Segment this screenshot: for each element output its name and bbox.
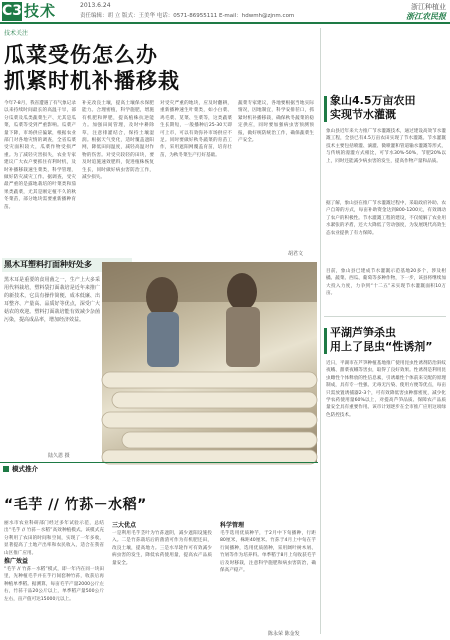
feature-side-text: 黑木耳是重要的食用菌之一，生产上大多采用代料栽培，塑料袋打面栽培是近年来推广的新技术，它具有操作简便、成本低廉、出耳整齐、产量高、品质好等优点，深受广大菇农的欢迎。塑料打面栽培能有效减少杂菌污染，提高成品率，增加经济效益。 — [4, 277, 100, 323]
recommend-intro: 丽水市农业科研部门经过多年试验示范，总结出“毛芋 // 竹荪－水稻”高效种植模式。该模式充分利用了农田的时间和空间，实现了一年多收，显著提高了土地产出率和农民收入，适合在我省山区推广应用。 — [4, 521, 104, 556]
recommend-column-2: 一是利用毛芋茎叶为竹荪遮阴，减少遮阳设施投入。二是竹荪栽培后的菌渣可作为有机肥还田，改良土壤，提高地力。三是水旱轮作可有效减少病虫害的发生，降低农药使用量，提高农产品质量安全。 — [112, 531, 212, 566]
issue-date: 2013.6.24 — [80, 2, 111, 9]
header-rule — [0, 22, 450, 24]
lead-kicker: 技术关注 — [4, 30, 29, 37]
recommend-subhead-advantages: 三大优点 — [112, 522, 137, 529]
recommend-headline: “毛芋 // 竹荪－水稻” — [4, 497, 147, 513]
right-article-1-headline-line1: 象山4.5万亩农田 — [330, 94, 416, 107]
section-name: 技术 — [24, 2, 57, 20]
right-divider — [324, 316, 446, 317]
newspaper-logo: 浙江农民报 — [406, 12, 446, 21]
editor-info: 责任编辑：胡 立 版式：王美华 电话：0571-86955111 E-mail：hdwmh@zjnm.com — [80, 13, 295, 19]
mushroom-log-photo — [102, 262, 317, 462]
section-number: C3 — [2, 3, 23, 19]
lead-headline-line1: 瓜菜受伤怎么办 — [4, 43, 158, 67]
recommend-column-3: 毛芋选用优质种芋，于2月中下旬播种，行距80厘米，株距40厘米。竹荪于4月上中旬在芋行间播种，选用优质菌种，采用阔叶树木屑、竹屑等作为培养料。单季稻于8月上旬收获毛芋后及时移栽，注意科学施肥和病虫害防治，确保高产稳产。 — [220, 531, 316, 574]
right-article-1-bar — [324, 96, 327, 122]
right-article-1-headline-line2: 实现节水灌溉 — [330, 108, 396, 121]
section-divider — [0, 462, 318, 463]
right-article-2-body: 近日，平湖市在芦笋种植基地推广使用昆虫性诱剂防治斜纹夜蛾、甜菜夜蛾等害虫，取得了良好效果。性诱剂是利用昆虫雌性个体释放的性信息素，引诱雄性个体前来交配的原理制成，具有专一性强、无毒无污染、使用方便等优点，每亩只需放置诱捕器2-3个，可有效降低害虫种群密度，减少化学农药使用量60%以上，对提高芦笋品质、保障农产品质量安全具有重要作用。该市计划逐步在全市推广应用这项绿色防控技术。 — [326, 361, 446, 418]
lead-headline — [4, 42, 234, 94]
photo-credit: 陆久恩 摄 — [48, 453, 70, 459]
right-article-1-para-3: 目前，象山县已建成节水灌溉示范基地20多个，涉及柑橘、蔬菜、西瓜、葡萄等多种作物，下一步，该县将继续加大投入力度，力争到“十二五”末实现节水灌溉面积10万亩。 — [326, 269, 446, 297]
right-article-1-para-1: 象山县近年来大力推广节水灌溉技术，通过建设高效节水灌溉工程，全县已有4.5万亩农田实现了节水灌溉。节水灌溉技术主要包括喷灌、滴灌、微喷灌和管道输水灌溉等形式，与传统的漫灌方式相比，可节水30%-50%，节肥20%以上，同时还能减少病虫害的发生，提高作物产量和品质。 — [326, 129, 446, 164]
lead-column-2: 补充改良土壤，提高土壤保水保肥能力。合理密植，科学施肥，增施有机肥和钾肥，提高植株抗逆能力。加强田间管理，及时中耕除草，注意排灌结合，保持土壤湿润。根据天气变化，适时覆盖遮阳网，降低田间温度，减轻高温对作物的伤害。对受灾较轻的田块，要及时追施速效肥料，促进植株恢复生长，同时做好病虫害防治工作，减少损失。 — [82, 101, 154, 181]
supplement-name: 浙江种植业 — [411, 3, 446, 11]
feature-photo — [102, 262, 317, 462]
recommend-subhead-management: 科学管理 — [220, 522, 245, 529]
lead-byline: 胡君文 — [288, 251, 304, 257]
lead-column-3: 对受灾严重的地块，应及时翻耕，重新播种速生叶菜类，如小白菜、鸡毛菜、苋菜、生菜等，这类蔬菜生长期短，一般播种后25-30天即可上市，可以有效弥补市场供应不足。同时要做好秋冬蔬菜的育苗工作，采用遮阳网覆盖育苗，培育壮苗，为秋冬菜生产打好基础。 — [160, 101, 232, 158]
recommend-column-1: “毛芋 // 竹荪－水稻”模式，即一年内在同一块田里，先种植毛芋并在芋行间套种竹荪，收获后再种植单季稻。据测算，每亩毛芋产量2000公斤左右，竹荪干品20公斤以上，单季稻产量500公斤左右，亩产值可达15000元以上。 — [4, 567, 104, 602]
lead-column-1: 今年7-8月，我省遭遇了有气象记录以来持续时间最长的高温干旱，部分瓜菜及瓜类蔬菜生产、尤其是瓜菜，瓜菜等受到严重影响。瓜菜产量下降，市场供应偏紧，根据农业部门对各地灾情的调查，全省瓜菜受灾面积较大，瓜菜作物受损严重。为了减轻灾害损失，农业专家建议广大农户要抓住有利时机，及时补播移栽速生菜类，科学管理，做好防灾减灾工作。据调查，受灾最严重的是露地栽培的叶菜类和茄果类蔬菜，尤其是刚定植不久的秋冬菜苗，部分地块需要重新播种育苗。 — [4, 101, 76, 210]
section-marker-icon — [3, 466, 9, 472]
lead-column-4: 蔬菜专家建议，各地要根据当地实际情况，因地制宜，科学安排茬口，抓紧时机补播移栽，确保秋冬蔬菜的稳定供应，同时要加强病虫害预测预报，做好统防统治工作，确保蔬菜生产安全。 — [238, 101, 314, 144]
right-article-2-headline-line2: 用上了昆虫“性诱剂” — [330, 340, 433, 353]
right-article-1-para-2: 据了解，象山县在推广节水灌溉过程中，采取政府补助、农户自筹的方式，每亩补助资金达到800-1200元，有效调动了农户的积极性。节水灌溉工程的建设，不仅缓解了农业用水紧张的矛盾，还大大降低了劳动强度，为发展现代高效生态农业提供了有力保障。 — [326, 201, 446, 236]
recommend-section-label: 模式推介 — [12, 465, 38, 473]
right-article-2-headline-line1: 平湖芦笋杀虫 — [330, 326, 396, 339]
recommend-byline: 陈永荣 陈金发 — [268, 631, 300, 637]
right-article-2-bar — [324, 328, 327, 354]
lead-headline-line2: 抓紧时机补播移栽 — [4, 69, 180, 93]
recommend-subhead-benefit: 推广效益 — [4, 558, 29, 565]
right-article-2-headline — [330, 326, 432, 354]
right-article-1-headline — [330, 94, 416, 122]
column-separator — [320, 28, 321, 634]
feature-banner: 黑木耳塑料打面种好处多 — [2, 258, 132, 272]
page-header — [0, 0, 450, 22]
